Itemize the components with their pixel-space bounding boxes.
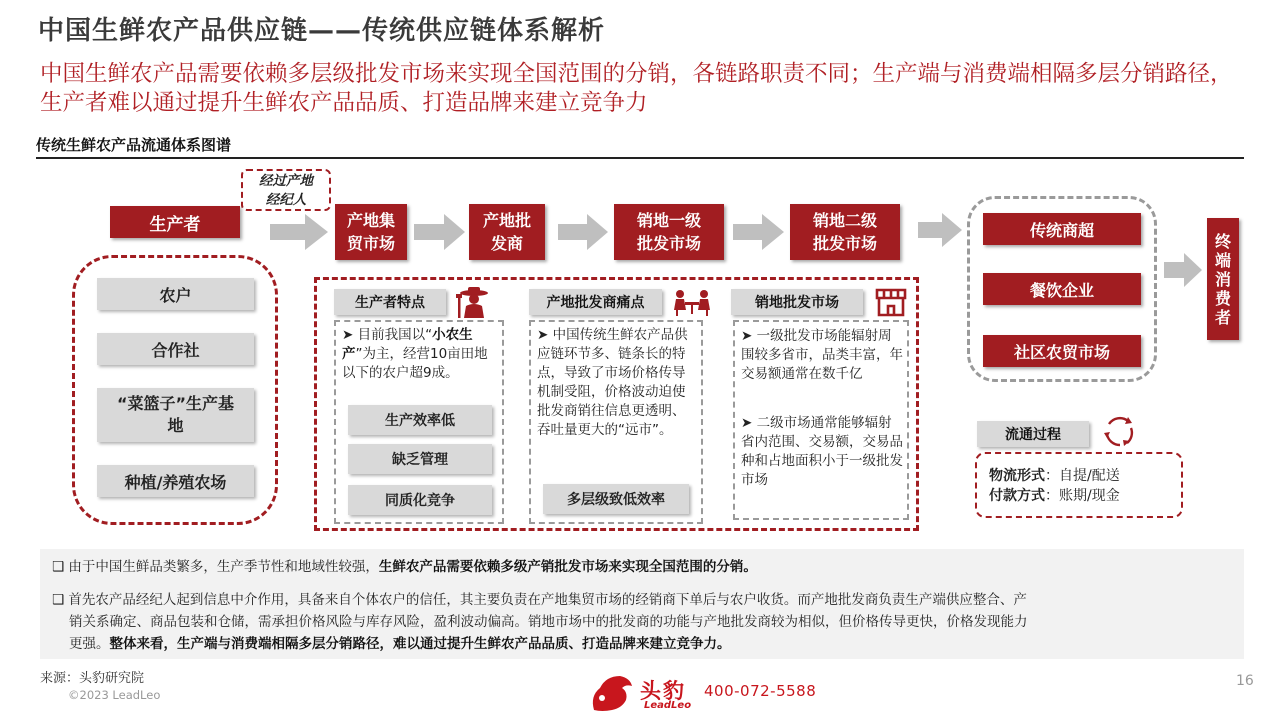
storefront-icon — [874, 287, 908, 317]
producer-cooperative-box: 合作社 — [97, 333, 254, 365]
leadleo-logo-icon — [588, 670, 634, 714]
producer-box: 生产者 — [110, 206, 240, 238]
origin-market-box: 产地集 贸市场 — [335, 204, 407, 260]
note-1: ❑ 由于中国生鲜品类繁多，生产季节性和地域性较强，生鲜农产品需要依赖多级产销批发市场来实现全国范围的分销。 — [52, 559, 757, 575]
brand-name-en: LeadLeo — [644, 700, 692, 711]
flow-process-label: 流通过程 — [977, 421, 1089, 447]
meeting-icon — [672, 288, 712, 316]
flow-payment: 付款方式：账期/现金 — [989, 488, 1120, 504]
cycle-icon — [1101, 414, 1137, 450]
panel-sales-market-bullet2: ➤ 二级市场通常能够辐射省内范围、交易额，交易品种和占地面积小于一级批发市场 — [741, 415, 903, 488]
agent-note-line1: 经过产地 — [259, 173, 313, 189]
panel-sales-market-head: 销地批发市场 — [731, 289, 863, 315]
page-title: 中国生鲜农产品供应链——传统供应链体系解析 — [38, 16, 606, 46]
flow-logistics: 物流形式：自提/配送 — [989, 468, 1120, 484]
arrow-5-icon — [918, 213, 962, 247]
tag-lack-management: 缺乏管理 — [348, 444, 492, 474]
retail-supermarket-box: 传统商超 — [983, 213, 1141, 245]
sales-l2-market-box: 销地二级 批发市场 — [790, 204, 900, 260]
note-2: ❑ 首先农产品经纪人起到信息中介作用，具备来自个体农户的信任，其主要负责在产地集贸市场的经销商下单后与农户收货。而产地批发商负责生产端供应整合、产 销关系确定、商品包装和仓储，需承担价格风险与库存风险，盈利波动偏高。销地市场中的批发商的功能与产地批发商较为相似，但价格传导更快，价格发现能力 更强。整体来看，生产端与消费端相隔多层分销路径，难以通过提升生鲜农产品品质、打造品牌来建立竞争力。 — [52, 592, 1028, 652]
panel-producer-text: ➤ 目前我国以“小农生产”为主，经营10亩田地以下的农户超9成。 — [342, 327, 488, 381]
brand-name: 头豹 — [640, 679, 686, 703]
sales-l1-market-box: 销地一级 批发市场 — [614, 204, 724, 260]
checkbox-bullet-icon: ❑ — [52, 559, 69, 575]
panel-sales-market-bullet1: ➤ 一级批发市场能辐射周围较多省市，品类丰富，年交易额通常在数千亿 — [741, 328, 903, 382]
producer-farmer-box: 农户 — [97, 278, 254, 310]
panel-wholesaler-head: 产地批发商痛点 — [529, 289, 662, 315]
page-number: 16 — [1236, 673, 1254, 689]
arrow-6-icon — [1164, 253, 1202, 287]
farmer-icon — [456, 286, 492, 318]
retail-catering-box: 餐饮企业 — [983, 273, 1141, 305]
page-subtitle: 中国生鲜农产品需要依赖多层级批发市场来实现全国范围的分销，各链路职责不同；生产端与消费端相隔多层分销路径，生产者难以通过提升生鲜农产品品质、打造品牌来建立竞争力 — [40, 61, 1233, 116]
arrow-4-icon — [733, 214, 784, 250]
source-note: 来源：头豹研究院 — [40, 671, 145, 686]
tag-low-efficiency: 生产效率低 — [348, 405, 492, 435]
section-label: 传统生鲜农产品流通体系图谱 — [36, 136, 232, 154]
retail-community-market-box: 社区农贸市场 — [983, 335, 1141, 367]
tag-homogeneous-competition: 同质化竞争 — [348, 485, 492, 515]
hotline: 400-072-5588 — [704, 682, 817, 700]
checkbox-bullet-icon: ❑ — [52, 592, 69, 608]
bullet-arrow-icon: ➤ — [741, 415, 757, 431]
arrow-1-icon — [270, 214, 328, 250]
end-consumer-box: 终 端 消 费 者 — [1207, 218, 1239, 340]
origin-wholesaler-box: 产地批 发商 — [469, 204, 545, 260]
panel-wholesaler-text: ➤ 中国传统生鲜农产品供应链环节多、链条长的特点，导致了市场价格传导机制受阻，价格波动迫使批发商销往信息更透明、吞吐量更大的“远市”。 — [537, 327, 688, 438]
agent-note-line2: 经纪人 — [265, 192, 307, 208]
panel-producer-head: 生产者特点 — [334, 289, 446, 315]
producer-base-box: “菜篮子”生产基 地 — [97, 388, 254, 442]
copyright: ©2023 LeadLeo — [68, 688, 161, 702]
tag-multi-level-inefficiency: 多层级致低效率 — [543, 484, 689, 514]
bullet-arrow-icon: ➤ — [342, 327, 358, 343]
arrow-3-icon — [558, 214, 608, 250]
arrow-2-icon — [414, 214, 465, 250]
bullet-arrow-icon: ➤ — [537, 327, 553, 343]
producer-farm-box: 种植/养殖农场 — [97, 465, 254, 497]
bullet-arrow-icon: ➤ — [741, 328, 757, 344]
